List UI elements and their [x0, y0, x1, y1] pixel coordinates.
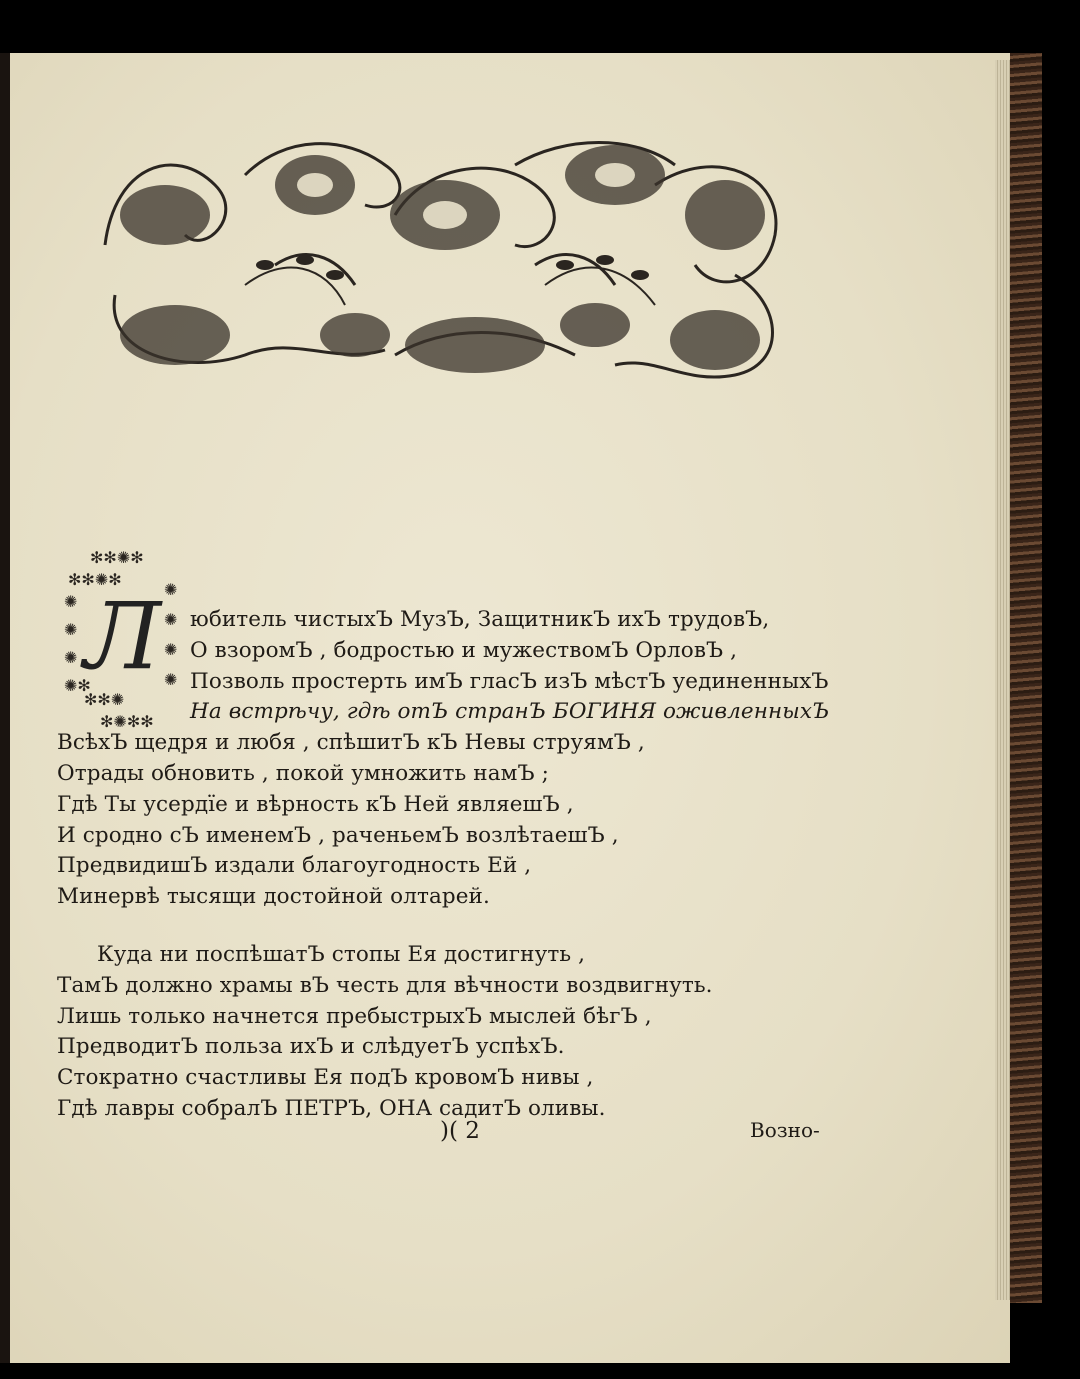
svg-text:✻✻✺: ✻✻✺: [84, 690, 125, 709]
svg-text:✺: ✺: [164, 610, 178, 629]
poem-line: Минервѣ тысящи достойной олтарей.: [57, 884, 490, 910]
stanza-break: [57, 913, 857, 940]
poem-body: [57, 605, 857, 1125]
svg-text:✺: ✺: [64, 648, 78, 667]
initial-letter: Л: [84, 583, 161, 690]
svg-text:✻✺✻✻: ✻✺✻✻: [100, 712, 154, 730]
svg-text:✺: ✺: [164, 580, 178, 599]
book-cover-edge: [1010, 53, 1042, 1303]
page-gutter: [0, 53, 10, 1363]
poem-line: ПредвидишЪ издали благоугодность Ей ,: [57, 853, 532, 879]
poem-line: ПредводитЪ польза ихЪ и слѣдуетЪ успѣхЪ.: [57, 1034, 565, 1060]
svg-text:✺: ✺: [64, 592, 78, 611]
svg-text:✻✻✺✻: ✻✻✺✻: [90, 548, 144, 567]
poem-line: Позволь простерть имЪ гласЪ изЪ мѣстЪ уединенныхЪ: [190, 668, 829, 694]
poem-line: юбитель чистыхЪ МузЪ, ЗащитникЪ ихЪ трудовЪ,: [190, 607, 770, 632]
poem-line: О взоромЪ , бодростью и мужествомЪ ОрловЪ ,: [190, 637, 738, 663]
poem-line: ВсѣхЪ щедря и любя , спѣшитЪ кЪ Невы струямЪ ,: [57, 730, 645, 756]
catchword: Возно-: [750, 1118, 820, 1142]
svg-text:✺: ✺: [164, 640, 178, 659]
poem-line: Отрады обновить , покой умножить намЪ ;: [57, 760, 549, 786]
poem-line: На встрѣчу, гдѣ отЪ странЪ БОГИНЯ оживленныхЪ: [190, 699, 830, 725]
svg-text:✺: ✺: [164, 670, 178, 689]
headpiece-ornament: [95, 125, 795, 387]
poem-line: Гдѣ Ты усердїе и вѣрность кЪ Ней являешЪ ,: [57, 791, 574, 817]
poem-line: ТамЪ должно храмы вЪ честь для вѣчности воздвигнуть.: [57, 972, 713, 998]
poem-line: И сродно сЪ именемЪ , раченьемЪ возлѣтаешЪ ,: [57, 822, 619, 848]
poem-line: Куда ни поспѣшатЪ стопы Ея достигнуть ,: [97, 941, 586, 967]
poem-line: Стократно счастливы Ея подЪ кровомЪ нивы ,: [57, 1065, 594, 1091]
svg-text:✺✻: ✺✻: [64, 676, 91, 695]
svg-text:✻✻✺✻: ✻✻✺✻: [68, 570, 122, 589]
poem-line: Гдѣ лавры собралЪ ПЕТРЪ, ОНА садитЪ оливы.: [57, 1095, 606, 1121]
svg-text:✺: ✺: [64, 620, 78, 639]
poem-line: Лишь только начнется пребыстрыхЪ мыслей бѣгЪ ,: [57, 1003, 652, 1029]
signature-mark: )( 2: [440, 1118, 480, 1144]
